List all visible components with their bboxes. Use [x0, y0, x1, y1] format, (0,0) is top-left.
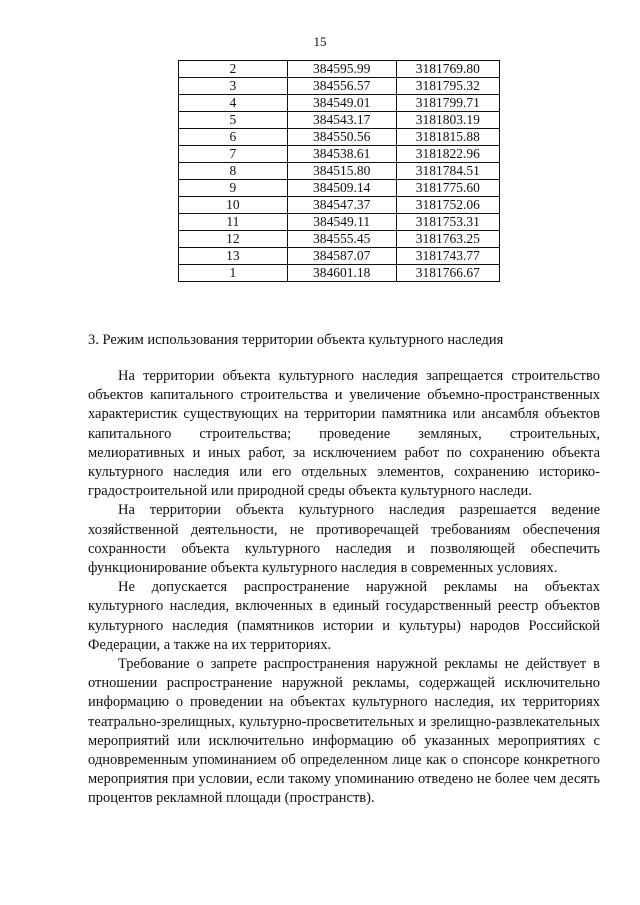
table-cell: 384549.01: [287, 95, 396, 112]
table-cell: 384555.45: [287, 231, 396, 248]
table-cell: 3181822.96: [396, 146, 499, 163]
table-cell: 3181743.77: [396, 248, 499, 265]
page-number: 15: [313, 34, 327, 49]
table-row: [179, 146, 500, 163]
table-row: [179, 214, 500, 231]
table-cell: 4: [179, 95, 288, 112]
table-cell: 3181752.06: [396, 197, 499, 214]
table-cell: 10: [179, 197, 288, 214]
table-cell: 3: [179, 78, 288, 95]
table-cell: 6: [179, 129, 288, 146]
table-cell: 3181784.51: [396, 163, 499, 180]
table-row: [179, 163, 500, 180]
table-cell: 7: [179, 146, 288, 163]
table-cell: 384543.17: [287, 112, 396, 129]
paragraph: Требование о запрете распространения наружной рекламы не действует в отношении распространение наружной рекламы, содержащей исключительно информацию о проведении на объектах культурного наследия, их территориях театрально-зрелищных, культурно-просветительных и зрелищно-развлекательных мероприятий или исключительно информацию об указанных мероприятиях с одновременным упоминанием об определенном лице как о спонсоре конкретного мероприятия при условии, если такому упоминанию отведено не более чем десять процентов рекламной площади (пространств).: [88, 656, 600, 807]
coordinates-table-body: [179, 61, 500, 282]
table-cell: 384515.80: [287, 163, 396, 180]
table-cell: 13: [179, 248, 288, 265]
table-cell: 384556.57: [287, 78, 396, 95]
table-row: [179, 197, 500, 214]
section-heading: 3. Режим использования территории объекта культурного наследия: [88, 332, 504, 348]
section-body: [88, 367, 600, 809]
table-cell: 2: [179, 61, 288, 78]
table-row: [179, 180, 500, 197]
table-cell: 5: [179, 112, 288, 129]
table-cell: 9: [179, 180, 288, 197]
table-cell: 384601.18: [287, 265, 396, 282]
table-cell: 384587.07: [287, 248, 396, 265]
coordinates-table: [178, 60, 500, 282]
table-row: [179, 248, 500, 265]
table-row: [179, 95, 500, 112]
table-cell: 384538.61: [287, 146, 396, 163]
table-cell: 12: [179, 231, 288, 248]
table-cell: 3181763.25: [396, 231, 499, 248]
table-cell: 384549.11: [287, 214, 396, 231]
table-cell: 384547.37: [287, 197, 396, 214]
table-cell: 384509.14: [287, 180, 396, 197]
table-cell: 3181766.67: [396, 265, 499, 282]
table-cell: 384595.99: [287, 61, 396, 78]
paragraph: На территории объекта культурного наследия запрещается строительство объектов капитального строительства и увеличение объемно-пространственных характеристик существующих на территории памятника или ансамбля объектов капитального строительства; проведение земляных, строительных, мелиоративных и иных работ, за исключением работ по сохранению объекта культурного наследия или его отдельных элементов, сохранению историко-градостроительной или природной среды объекта культурного наследи.: [88, 368, 600, 500]
table-row: [179, 112, 500, 129]
table-cell: 11: [179, 214, 288, 231]
table-cell: 3181795.32: [396, 78, 499, 95]
table-cell: 8: [179, 163, 288, 180]
table-row: [179, 129, 500, 146]
table-cell: 3181803.19: [396, 112, 499, 129]
table-row: [179, 78, 500, 95]
table-cell: 3181753.31: [396, 214, 499, 231]
table-cell: 3181775.60: [396, 180, 499, 197]
table-row: [179, 61, 500, 78]
table-cell: 3181799.71: [396, 95, 499, 112]
table-cell: 1: [179, 265, 288, 282]
paragraph: Не допускается распространение наружной рекламы на объектах культурного наследия, включенных в единый государственный реестр объектов культурного наследия (памятников истории и культуры) народов Российской Федерации, а также на их территориях.: [88, 579, 600, 653]
table-cell: 3181815.88: [396, 129, 499, 146]
table-row: [179, 265, 500, 282]
table-row: [179, 231, 500, 248]
table-cell: 3181769.80: [396, 61, 499, 78]
paragraph: На территории объекта культурного наследия разрешается ведение хозяйственной деятельности, не противоречащей требованиям обеспечения сохранности объекта культурного наследия и позволяющей обеспечить функционирование объекта культурного наследия в современных условиях.: [88, 502, 600, 577]
table-cell: 384550.56: [287, 129, 396, 146]
